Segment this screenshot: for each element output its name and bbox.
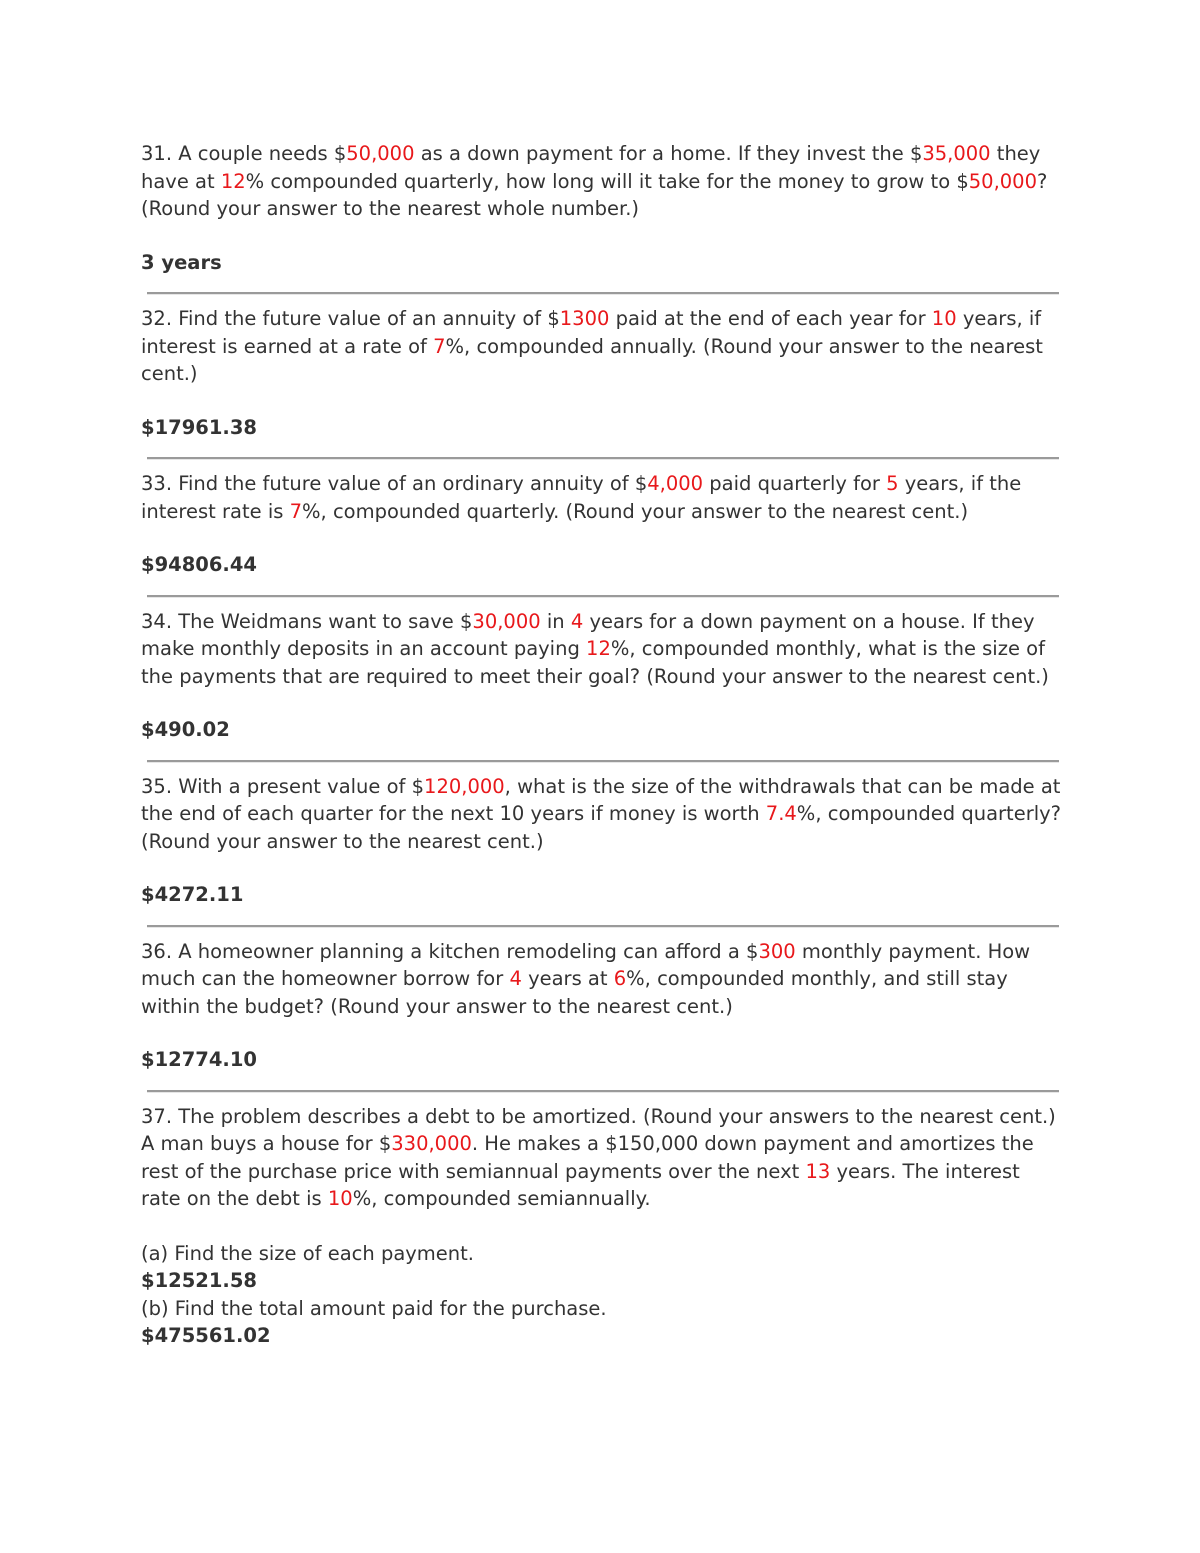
given-value: 10	[931, 307, 957, 330]
question-34: 34. The Weidmans want to save $30,000 in 4 years for a down payment on a house. If they make monthly deposits in an account paying 12%, compounded monthly, what is the size of the payments that are required to meet their goal? (Round your answer to the nearest cent.)	[141, 609, 1049, 688]
question-37-body: A man buys a house for $330,000. He makes a $150,000 down payment and amortizes the rest of the purchase price with semiannual payments over the next 13 years. The interest rate on the debt is 10%, compounded semiannually.	[141, 1132, 1034, 1210]
divider	[147, 457, 1059, 460]
given-value: 50,000	[968, 169, 1037, 193]
given-value: 6	[613, 967, 627, 990]
given-value: 7	[433, 334, 446, 358]
given-value: 35,000	[922, 142, 991, 165]
given-value: 12	[586, 637, 611, 660]
given-value: 330,000	[391, 1132, 472, 1155]
divider	[147, 760, 1059, 763]
answer-37b: $475561.02	[141, 1324, 271, 1347]
divider	[147, 1090, 1059, 1093]
question-31: 31. A couple needs $50,000 as a down payment for a home. If they invest the $35,000 they have at 12% compounded quarterly, how long will it take for the money to grow to $50,000? (Round your answer to the nearest whole number.)	[141, 142, 1048, 220]
answer-36: $12774.10	[141, 1048, 257, 1071]
given-value: 13	[805, 1159, 831, 1183]
given-value: 7.4	[765, 802, 797, 825]
worksheet-page	[141, 140, 1063, 1350]
question-number: 31	[141, 142, 166, 165]
given-value: 30,000	[472, 609, 541, 633]
answer-37a: $12521.58	[141, 1269, 257, 1292]
answer-33: $94806.44	[141, 553, 257, 576]
answer-31: 3 years	[141, 250, 222, 274]
given-value: 1300	[559, 307, 610, 330]
given-value: 5	[886, 472, 899, 495]
given-value: 12	[220, 169, 246, 193]
given-value: 4	[509, 967, 522, 990]
given-value: 4	[570, 609, 584, 633]
question-37-intro: 37. The problem describes a debt to be amortized. (Round your answers to the nearest cent.)	[141, 1104, 1056, 1128]
given-value: 50,000	[346, 142, 415, 165]
answer-35: $4272.11	[141, 883, 244, 906]
given-value: 4,000	[647, 472, 704, 495]
divider	[147, 595, 1059, 598]
question-36: 36. A homeowner planning a kitchen remodeling can afford a $300 monthly payment. How much can the homeowner borrow for 4 years at 6%, compounded monthly, and still stay within the budget? (Round your answer to the nearest cent.)	[141, 939, 1031, 1018]
given-value: 7	[289, 499, 303, 523]
spacer	[141, 1213, 1063, 1240]
question-35: 35. With a present value of $120,000, what is the size of the withdrawals that can be made at the end of each quarter for the next 10 years if money is worth 7.4%, compounded quarterly? (Round your answer to the nearest cent.)	[141, 774, 1062, 853]
question-37a: (a) Find the size of each payment.	[141, 1241, 475, 1265]
question-32: 32. Find the future value of an annuity of $1300 paid at the end of each year for 10 years, if interest is earned at a rate of 7%, compounded annually. (Round your answer to the nearest cent.)	[141, 307, 1043, 385]
divider	[147, 925, 1059, 928]
given-value: 10	[327, 1187, 353, 1210]
answer-34: $490.02	[141, 718, 230, 741]
given-value: 300	[758, 939, 796, 963]
answer-32: $17961.38	[141, 415, 257, 439]
question-33: 33. Find the future value of an ordinary annuity of $4,000 paid quarterly for 5 years, if the interest rate is 7%, compounded quarterly. (Round your answer to the nearest cent.)	[141, 472, 1022, 523]
divider	[147, 292, 1059, 295]
given-value: 120,000	[424, 774, 505, 798]
question-37b: (b) Find the total amount paid for the purchase.	[141, 1296, 607, 1320]
